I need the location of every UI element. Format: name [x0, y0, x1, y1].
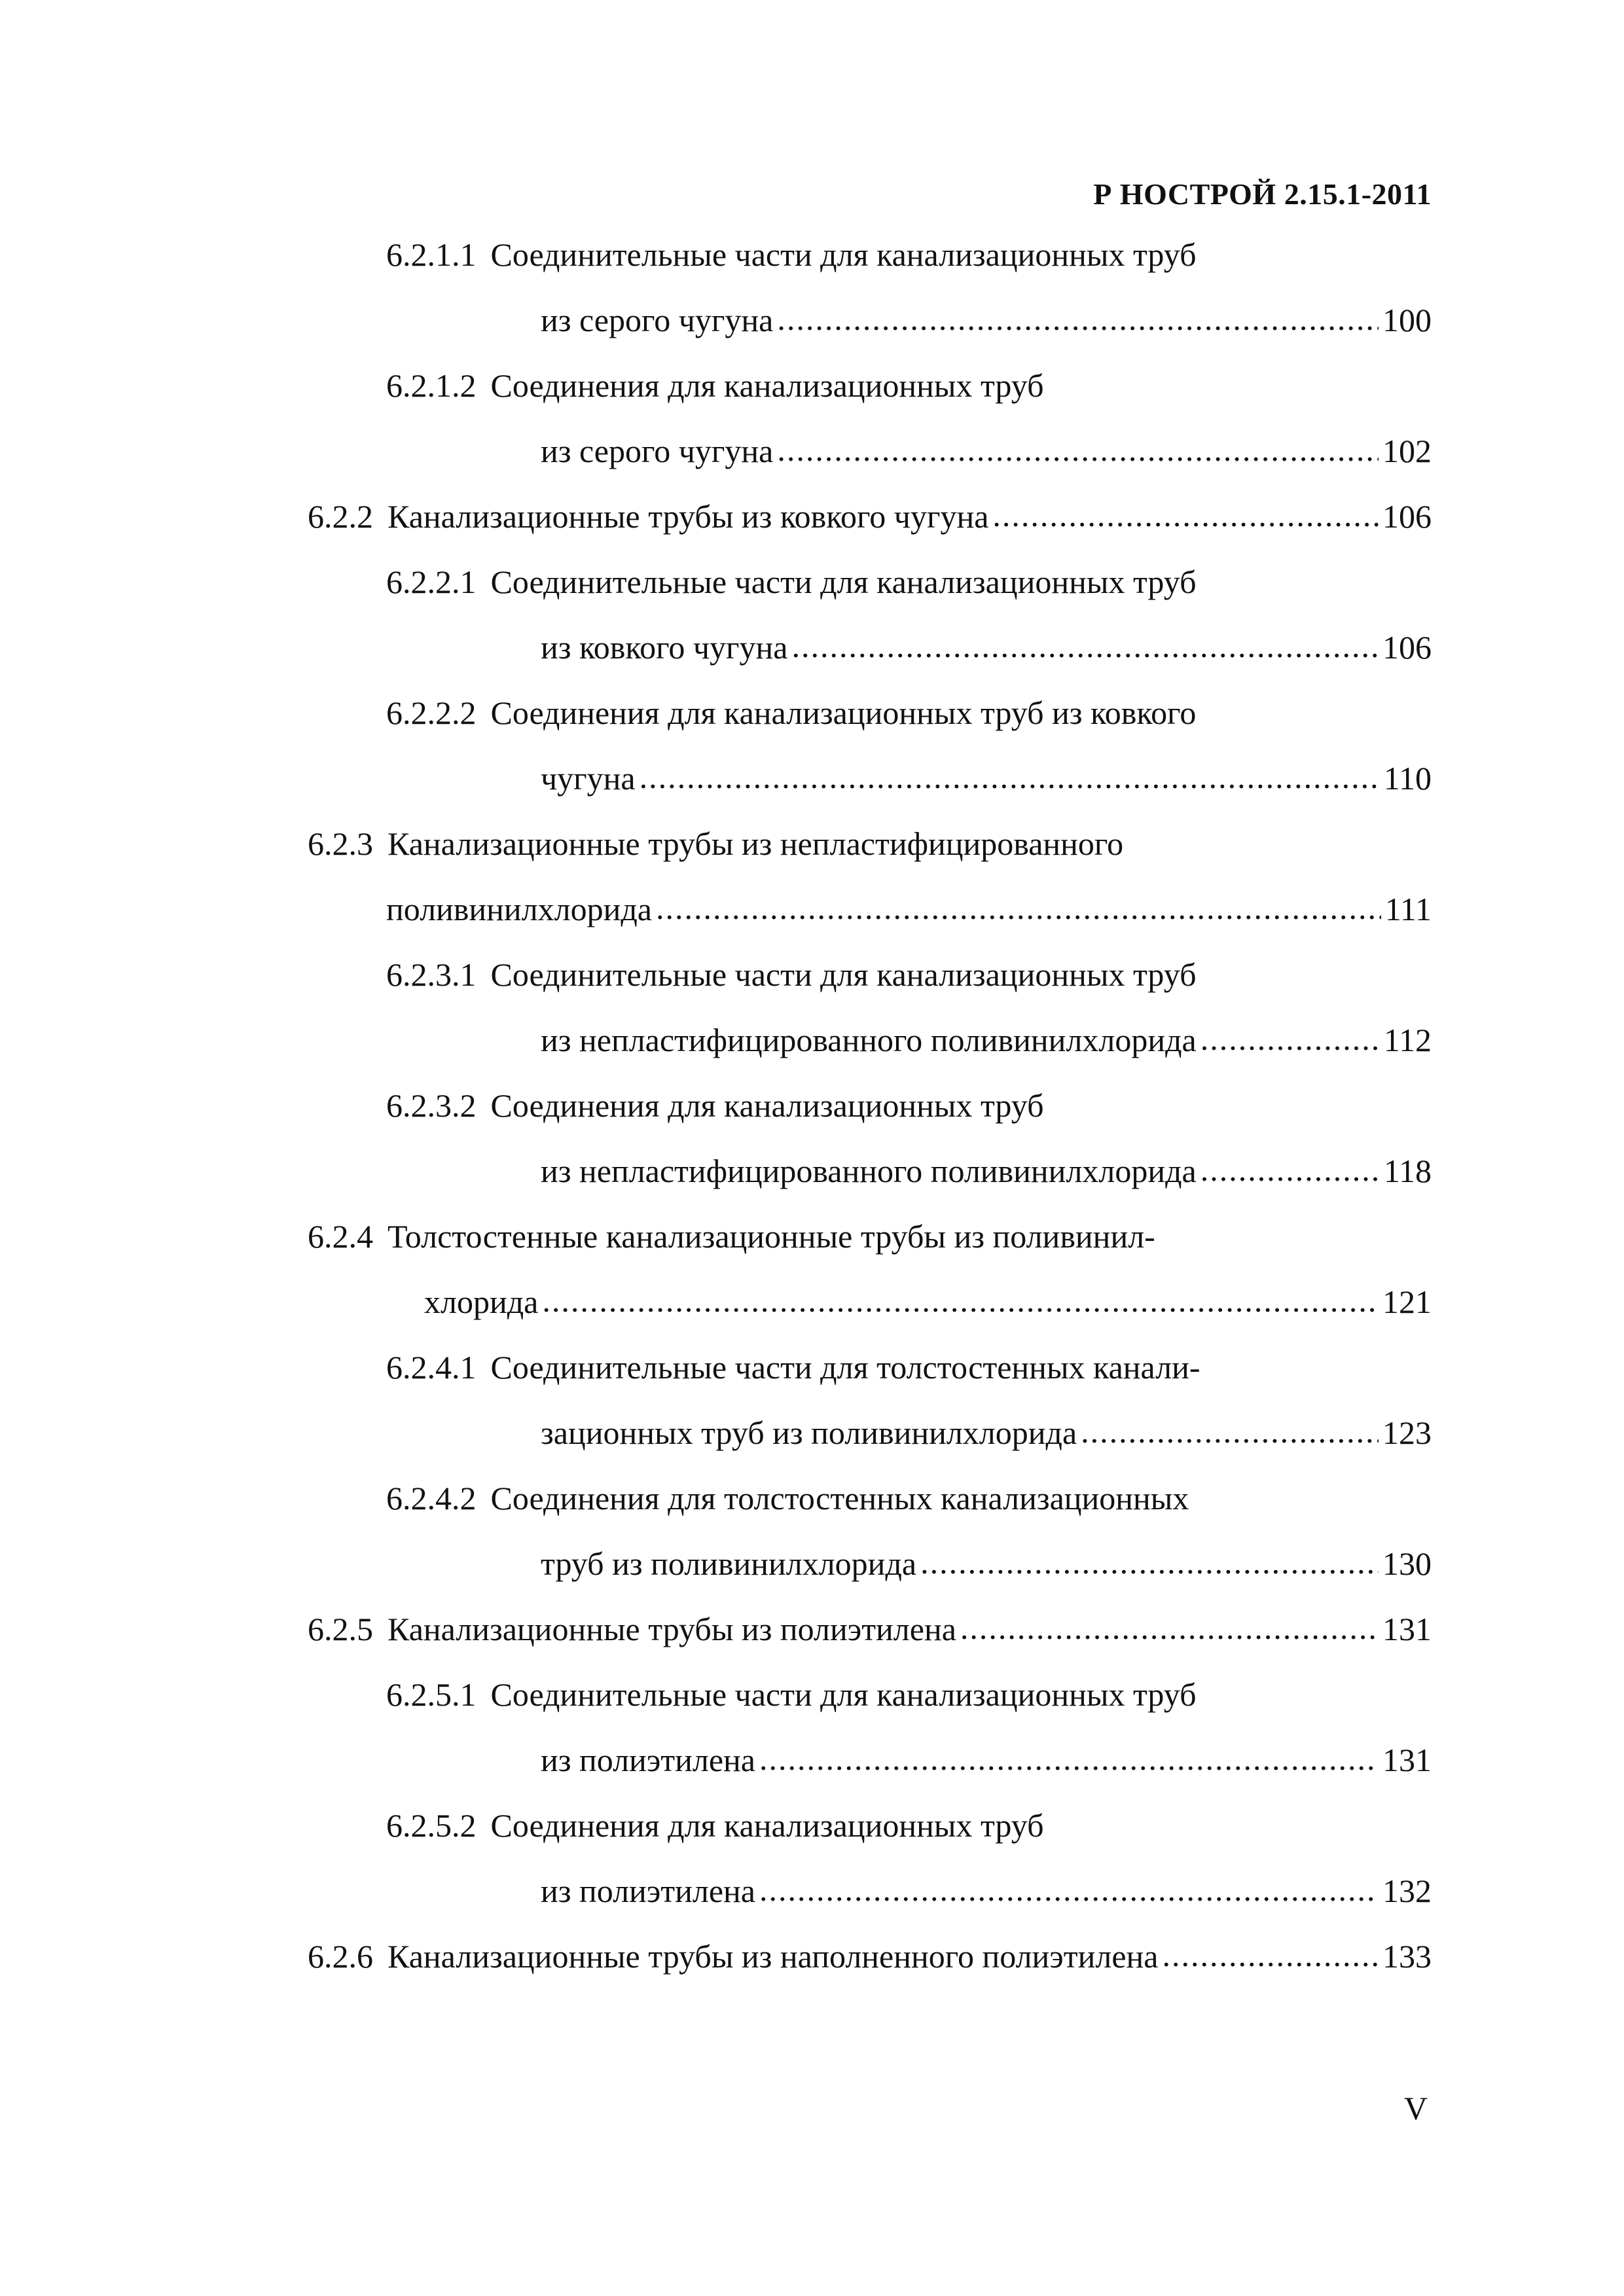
toc-entry-title: Соединительные части для канализационных труб	[490, 236, 1197, 273]
toc-entry-number: 6.2.5	[308, 1611, 373, 1647]
toc-entry-continuation[interactable]	[541, 304, 1432, 343]
toc-page-number: 133	[1382, 1938, 1432, 1975]
toc-entry-continuation[interactable]	[541, 631, 1432, 670]
toc-entry-title: поливинилхлорида	[386, 891, 652, 927]
toc-entry-number: 6.2.1.1	[386, 236, 477, 273]
toc-entry-title: чугуна	[541, 760, 636, 797]
toc-entry-number: 6.2.3.1	[386, 956, 477, 993]
toc-leader-dots	[640, 761, 1380, 793]
toc-entry-number: 6.2.2.2	[386, 694, 477, 731]
toc-page-number: 106	[1382, 629, 1432, 666]
toc-entry-heading	[386, 696, 1196, 736]
toc-entry-heading	[386, 369, 1044, 408]
toc-entry-number: 6.2.4	[308, 1218, 373, 1255]
toc-entry-number: 6.2.3	[308, 825, 373, 862]
toc-page-number: 112	[1383, 1022, 1432, 1058]
toc-entry[interactable]	[308, 1613, 1432, 1652]
toc-entry-number: 6.2.5.1	[386, 1676, 477, 1713]
toc-entry-title: Канализационные трубы из полиэтилена	[388, 1611, 956, 1647]
toc-entry-continuation[interactable]	[541, 435, 1432, 474]
toc-entry-continuation[interactable]	[424, 1285, 1432, 1325]
toc-entry-title: из полиэтилена	[541, 1873, 755, 1909]
toc-entry-title: Соединения для канализационных труб	[490, 367, 1044, 404]
toc-leader-dots	[1200, 1153, 1380, 1186]
toc-entry-title: зационных труб из поливинилхлорида	[541, 1414, 1077, 1451]
toc-entry-number: 6.2.4.1	[386, 1349, 477, 1386]
toc-entry-title: труб из поливинилхлорида	[541, 1545, 917, 1582]
toc-entry-title: Соединения для толстостенных канализационных	[490, 1480, 1189, 1516]
toc-entry-heading	[386, 1351, 1200, 1390]
toc-page-number: 130	[1382, 1545, 1432, 1582]
toc-page-number: 102	[1382, 433, 1432, 469]
toc-page-number: 111	[1384, 891, 1432, 927]
toc-entry-title: Соединительные части для канализационных труб	[490, 956, 1197, 993]
toc-leader-dots	[656, 891, 1381, 924]
toc-page-number: 106	[1382, 498, 1432, 535]
toc-entry-title: Соединения для канализационных труб из ковкого	[490, 694, 1197, 731]
toc-entry-heading	[386, 958, 1197, 997]
toc-entry-continuation[interactable]	[541, 1416, 1432, 1456]
toc-entry-continuation[interactable]	[541, 1744, 1432, 1783]
toc-entry-title: Соединения для канализационных труб	[490, 1807, 1044, 1844]
toc-entry-number: 6.2.3.2	[386, 1087, 477, 1124]
toc-entry-heading	[308, 1220, 1155, 1259]
toc-entry-title: Соединительные части для толстостенных канали-	[490, 1349, 1200, 1386]
toc-entry-number: 6.2.2	[308, 498, 373, 535]
toc-leader-dots	[542, 1284, 1379, 1317]
toc-entry-heading	[386, 1089, 1044, 1128]
toc-entry-title: Толстостенные канализационные трубы из поливинил-	[388, 1218, 1155, 1255]
toc-entry[interactable]	[308, 1940, 1432, 1979]
toc-leader-dots	[759, 1742, 1379, 1775]
toc-entry-heading	[308, 827, 1123, 867]
toc-entry-title: Соединения для канализационных труб	[490, 1087, 1044, 1124]
toc-leader-dots	[1200, 1022, 1380, 1055]
toc-entry-title: Канализационные трубы из непластифицированного	[388, 825, 1124, 862]
toc-entry-title: из непластифицированного поливинилхлорида	[541, 1153, 1197, 1189]
toc-leader-dots	[792, 630, 1379, 662]
toc-page-number: 131	[1382, 1611, 1432, 1647]
toc-entry-number: 6.2.2.1	[386, 564, 477, 600]
toc-entry-heading	[386, 1482, 1189, 1521]
toc-entry-heading	[386, 1809, 1044, 1848]
toc-leader-dots	[777, 302, 1379, 335]
toc-entry-title: Соединительные части для канализационных труб	[490, 1676, 1197, 1713]
toc-page-number: 110	[1383, 760, 1432, 797]
toc-entry-title: Канализационные трубы из наполненного полиэтилена	[388, 1938, 1159, 1975]
toc-entry-heading	[386, 1678, 1197, 1717]
toc-page-number: 123	[1382, 1414, 1432, 1451]
toc-leader-dots	[960, 1611, 1379, 1644]
toc-entry-continuation[interactable]	[386, 893, 1432, 932]
toc-entry-heading	[386, 238, 1197, 278]
toc-entry[interactable]	[308, 500, 1432, 539]
toc-entry-continuation[interactable]	[541, 1874, 1432, 1914]
toc-entry-number: 6.2.1.2	[386, 367, 477, 404]
toc-entry-number: 6.2.4.2	[386, 1480, 477, 1516]
toc-entry-continuation[interactable]	[541, 762, 1432, 801]
toc-entry-title: Канализационные трубы из ковкого чугуна	[388, 498, 989, 535]
toc-leader-dots	[777, 433, 1379, 466]
toc-entry-title: из серого чугуна	[541, 302, 774, 338]
toc-page-number: 131	[1382, 1742, 1432, 1778]
toc-leader-dots	[759, 1873, 1379, 1906]
toc-entry-title: хлорида	[424, 1283, 539, 1320]
toc-entry-title: Соединительные части для канализационных труб	[490, 564, 1197, 600]
page-number: V	[1403, 2090, 1428, 2126]
toc-entry-title: из непластифицированного поливинилхлорида	[541, 1022, 1197, 1058]
toc-leader-dots	[992, 499, 1379, 531]
toc-page-number: 100	[1382, 302, 1432, 338]
toc-entry-title: из ковкого чугуна	[541, 629, 788, 666]
toc-page-number: 132	[1382, 1873, 1432, 1909]
toc-page-number: 121	[1382, 1283, 1432, 1320]
toc-page-number: 118	[1383, 1153, 1432, 1189]
toc-entry-title: из полиэтилена	[541, 1742, 755, 1778]
toc-entry-number: 6.2.6	[308, 1938, 373, 1975]
document-code-header: Р НОСТРОЙ 2.15.1-2011	[1093, 177, 1432, 211]
toc-entry-continuation[interactable]	[541, 1024, 1432, 1063]
toc-entry-continuation[interactable]	[541, 1547, 1432, 1587]
toc-leader-dots	[920, 1546, 1379, 1579]
toc-leader-dots	[1162, 1939, 1379, 1971]
toc-entry-title: из серого чугуна	[541, 433, 774, 469]
toc-leader-dots	[1081, 1415, 1379, 1448]
toc-entry-heading	[386, 565, 1197, 605]
toc-entry-number: 6.2.5.2	[386, 1807, 477, 1844]
toc-entry-continuation[interactable]	[541, 1155, 1432, 1194]
